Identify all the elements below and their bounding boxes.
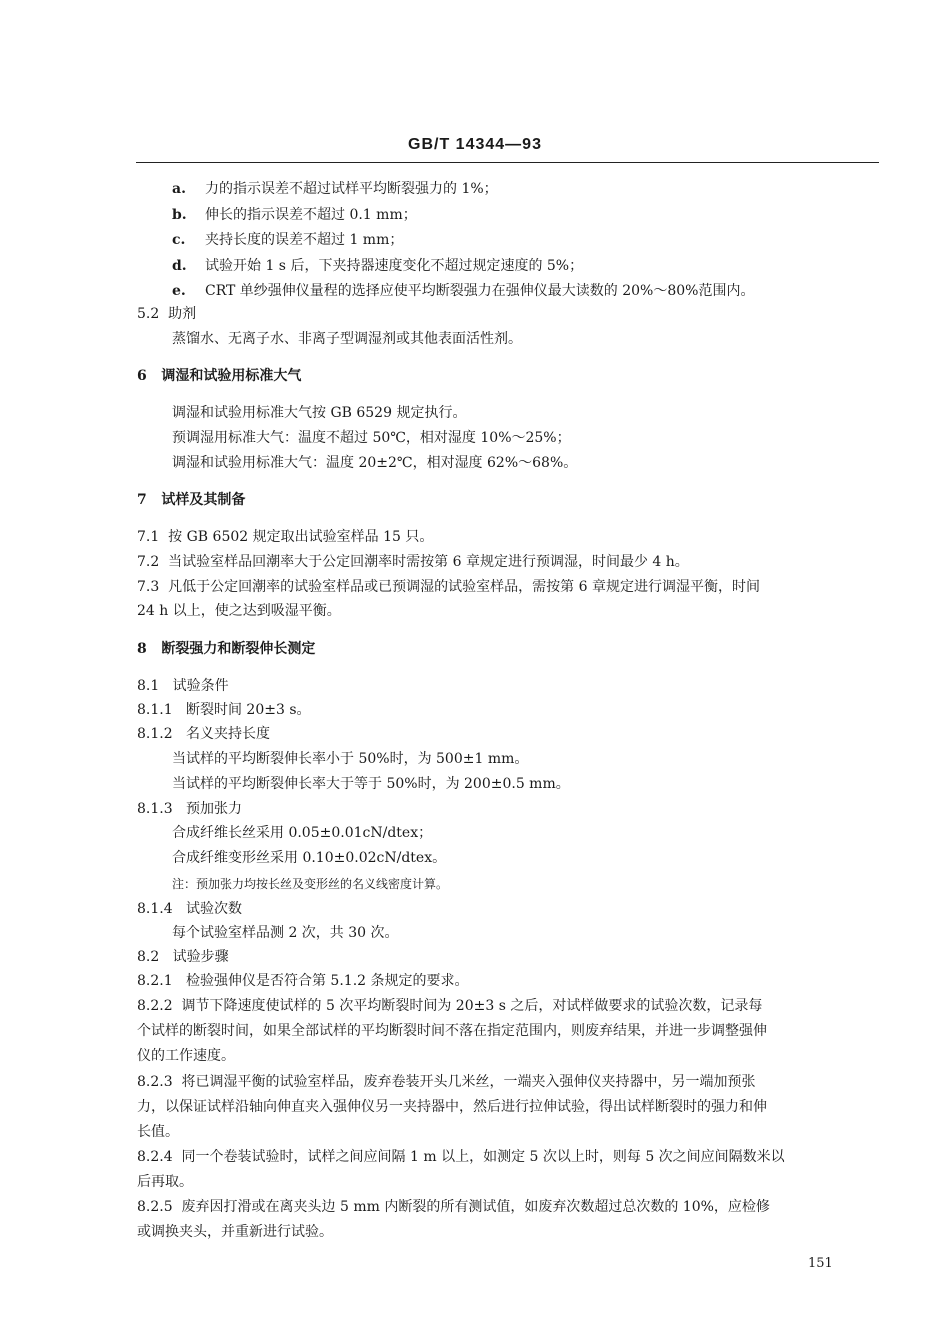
clause-number: 8.2.2 <box>137 998 173 1014</box>
section-title: 调湿和试验用标准大气 <box>161 368 302 384</box>
clause-8-1-1 <box>137 700 311 720</box>
clause-number: 8.1.3 <box>137 801 173 817</box>
clause-8-1-4 <box>137 899 242 919</box>
section-number: 5.2 <box>137 306 160 322</box>
clause-8-1-2 <box>137 724 270 744</box>
clause-number: 8.1.1 <box>137 702 173 718</box>
clause-text: 废弃因打滑或在离夹头边 5 mm 内断裂的所有测试值，如废弃次数超过总次数的 10%，应检修 <box>181 1199 770 1215</box>
clause-number: 7.3 <box>137 579 160 595</box>
clause-8-2 <box>137 947 229 967</box>
clause-7-3 <box>137 577 760 597</box>
clause-title: 名义夹持长度 <box>185 726 270 742</box>
clause-8-1 <box>137 676 229 696</box>
list-item-c <box>172 230 403 250</box>
clause-8-2-4-line-2: 后再取。 <box>137 1174 193 1190</box>
section-6-line-3: 调湿和试验用标准大气：温度 20±2℃，相对湿度 62%～68%。 <box>172 455 578 471</box>
clause-number: 8.2.1 <box>137 973 173 989</box>
clause-8-1-3-line-2: 合成纤维变形丝采用 0.10±0.02cN/dtex。 <box>172 850 447 866</box>
clause-number: 8.1.4 <box>137 901 173 917</box>
section-8-heading <box>137 639 315 659</box>
clause-8-1-2-line-2: 当试样的平均断裂伸长率大于等于 50%时，为 200±0.5 mm。 <box>172 776 570 792</box>
list-label: e. <box>172 283 186 299</box>
section-5-2-text: 蒸馏水、无离子水、非离子型调湿剂或其他表面活性剂。 <box>172 331 522 347</box>
clause-8-2-2 <box>137 996 762 1016</box>
list-label: b. <box>172 207 187 223</box>
clause-7-3-continued: 24 h 以上，使之达到吸湿平衡。 <box>137 603 341 619</box>
section-title: 助剂 <box>168 306 197 322</box>
clause-8-1-3-line-1: 合成纤维长丝采用 0.05±0.01cN/dtex； <box>172 825 433 841</box>
clause-number: 7.1 <box>137 529 160 545</box>
clause-title: 试验条件 <box>172 678 229 694</box>
clause-number: 8.1.2 <box>137 726 173 742</box>
clause-8-1-3 <box>137 799 242 819</box>
list-label: d. <box>172 258 187 274</box>
list-text: 力的指示误差不超过试样平均断裂强力的 1%； <box>205 181 498 197</box>
page-number: 151 <box>808 1256 833 1271</box>
clause-8-2-5-line-2: 或调换夹头，并重新进行试验。 <box>137 1224 333 1240</box>
clause-8-2-2-line-3: 仪的工作速度。 <box>137 1048 235 1064</box>
clause-text: 凡低于公定回潮率的试验室样品或已预调湿的试验室样品，需按第 6 章规定进行调湿平衡，时间 <box>168 579 760 595</box>
list-text: 伸长的指示误差不超过 0.1 mm； <box>205 207 417 223</box>
page-header: GB/T 14344—93 <box>408 136 542 153</box>
list-text: 试验开始 1 s 后，下夹持器速度变化不超过规定速度的 5%； <box>205 258 584 274</box>
clause-8-2-3-line-2: 力，以保证试样沿轴向伸直夹入强伸仪另一夹持器中，然后进行拉伸试验，得出试样断裂时的强力和伸 <box>137 1099 767 1115</box>
clause-8-2-1 <box>137 971 469 991</box>
clause-text: 按 GB 6502 规定取出试验室样品 15 只。 <box>168 529 434 545</box>
list-text: CRT 单纱强伸仪量程的选择应使平均断裂强力在强伸仪最大读数的 20%～80%范围内。 <box>205 283 755 299</box>
clause-text: 调节下降速度使试样的 5 次平均断裂时间为 20±3 s 之后，对试样做要求的试验次数，记录每 <box>181 998 763 1014</box>
list-item-b <box>172 205 417 225</box>
section-6-line-2: 预调湿用标准大气：温度不超过 50℃，相对湿度 10%～25%； <box>172 430 571 446</box>
clause-text: 当试验室样品回潮率大于公定回潮率时需按第 6 章规定进行预调湿，时间最少 4 h。 <box>168 554 689 570</box>
clause-text: 同一个卷装试验时，试样之间应间隔 1 m 以上，如测定 5 次以上时，则每 5 次之间应间隔数米以 <box>181 1149 785 1165</box>
section-number: 7 <box>137 492 147 508</box>
clause-8-2-3-line-3: 长值。 <box>137 1124 179 1140</box>
clause-number: 8.2 <box>137 949 160 965</box>
list-item-e <box>172 281 754 301</box>
section-number: 6 <box>137 368 147 384</box>
clause-title: 试验次数 <box>185 901 242 917</box>
list-text: 夹持长度的误差不超过 1 mm； <box>205 232 404 248</box>
clause-7-1 <box>137 527 433 547</box>
section-6-heading <box>137 366 301 386</box>
clause-8-1-4-line-1: 每个试验室样品测 2 次，共 30 次。 <box>172 925 399 941</box>
clause-number: 8.2.3 <box>137 1074 173 1090</box>
clause-8-2-3 <box>137 1072 756 1092</box>
list-item-a <box>172 179 498 199</box>
clause-number: 7.2 <box>137 554 160 570</box>
section-title: 试样及其制备 <box>161 492 246 508</box>
clause-8-2-4 <box>137 1147 785 1167</box>
clause-8-2-5 <box>137 1197 770 1217</box>
clause-text: 检验强伸仪是否符合第 5.1.2 条规定的要求。 <box>185 973 469 989</box>
clause-text: 将已调湿平衡的试验室样品，废弃卷装开头几米丝，一端夹入强伸仪夹持器中，另一端加预张 <box>181 1074 756 1090</box>
section-title: 断裂强力和断裂伸长测定 <box>161 641 316 657</box>
section-number: 8 <box>137 641 147 657</box>
clause-8-2-2-line-2: 个试样的断裂时间，如果全部试样的平均断裂时间不落在指定范围内，则废弃结果，并进一步调整强伸 <box>137 1023 767 1039</box>
section-7-heading <box>137 490 245 510</box>
clause-title: 预加张力 <box>185 801 242 817</box>
header-rule <box>136 162 879 163</box>
clause-number: 8.2.4 <box>137 1149 173 1165</box>
list-item-d <box>172 256 583 276</box>
clause-8-1-2-line-1: 当试样的平均断裂伸长率小于 50%时，为 500±1 mm。 <box>172 751 529 767</box>
clause-8-1-3-note: 注：预加张力均按长丝及变形丝的名义线密度计算。 <box>172 877 449 891</box>
clause-text: 断裂时间 20±3 s。 <box>185 702 311 718</box>
list-label: c. <box>172 232 186 248</box>
clause-title: 试验步骤 <box>172 949 229 965</box>
section-5-2-heading <box>137 304 196 324</box>
clause-7-2 <box>137 552 689 572</box>
list-label: a. <box>172 181 186 197</box>
section-6-line-1: 调湿和试验用标准大气按 GB 6529 规定执行。 <box>172 405 467 421</box>
clause-number: 8.1 <box>137 678 160 694</box>
clause-number: 8.2.5 <box>137 1199 173 1215</box>
